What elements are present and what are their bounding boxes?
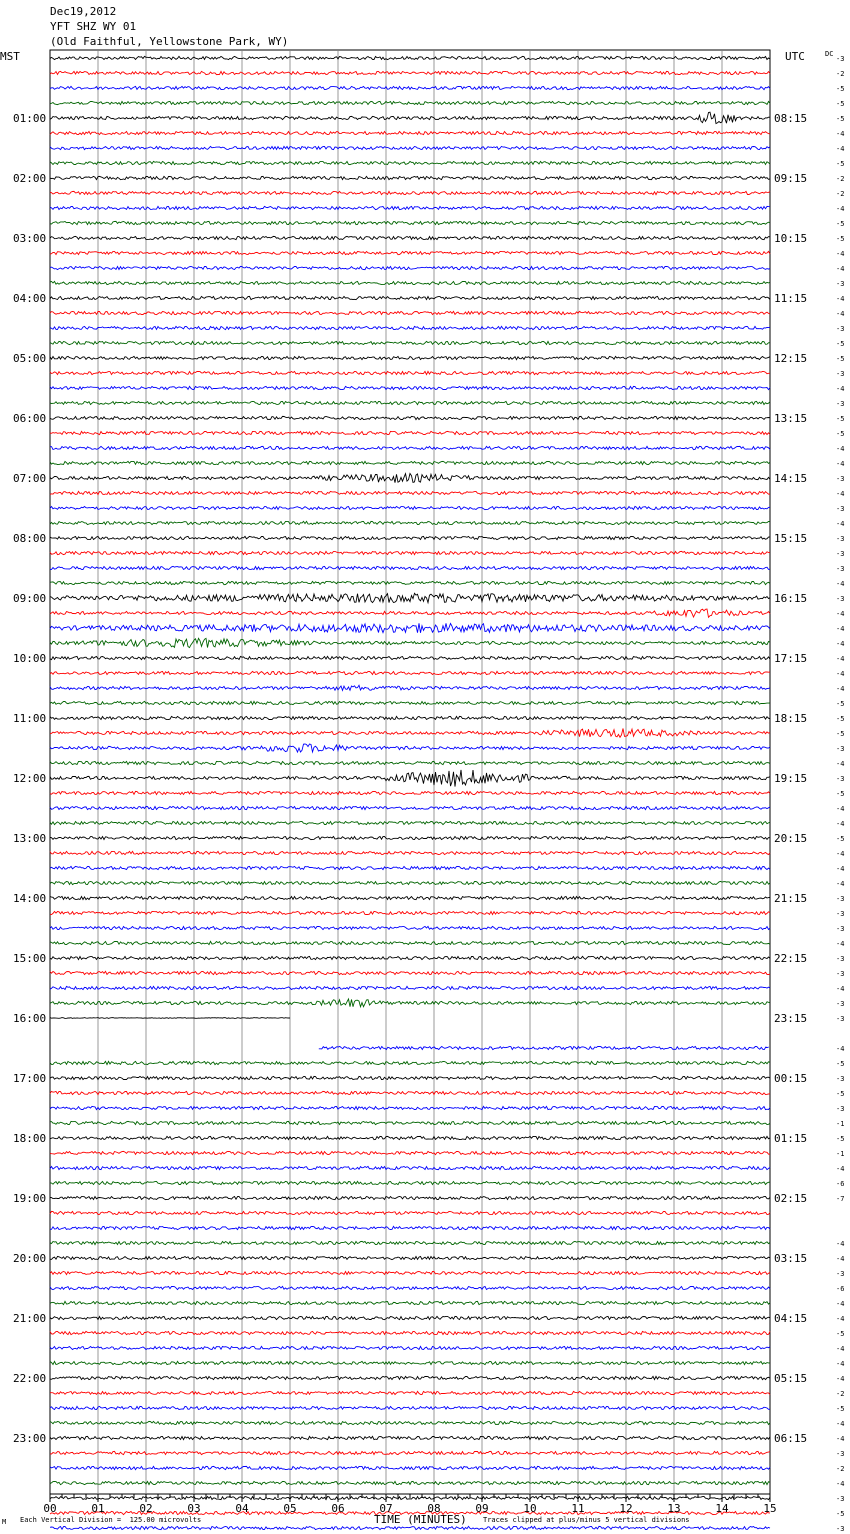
trace-row-2	[50, 86, 770, 89]
trace-row-38	[50, 623, 770, 633]
dc-offset-label: -4	[836, 1480, 845, 1488]
left-hour-label: 13:00	[13, 832, 47, 845]
dc-offset-label: -4	[836, 1345, 845, 1353]
dc-offset-label: -4	[836, 490, 845, 498]
trace-row-53	[50, 851, 770, 854]
left-hour-label: 01:00	[13, 112, 47, 125]
dc-offset-label: -3	[836, 955, 845, 963]
dc-offset-label: -4	[836, 625, 845, 633]
dc-offset-label: -4	[836, 655, 845, 663]
dc-offset-label: -4	[836, 460, 845, 468]
x-axis-label: TIME (MINUTES)	[374, 1513, 467, 1526]
dc-offset-label: -5	[836, 355, 845, 363]
dc-offset-label: -3	[836, 550, 845, 558]
dc-offset-label: -5	[836, 220, 845, 228]
trace-row-88	[50, 1376, 770, 1379]
left-hour-label: 15:00	[13, 952, 47, 965]
x-tick-label: 10	[523, 1502, 537, 1515]
trace-row-86	[50, 1346, 770, 1349]
trace-row-4	[50, 112, 770, 123]
dc-offset-label: -4	[836, 865, 845, 873]
trace-row-31	[50, 521, 770, 524]
trace-row-32	[50, 536, 770, 539]
dc-offset-label: -6	[836, 1285, 845, 1293]
trace-row-58	[50, 926, 770, 929]
right-zone-label: UTC	[785, 50, 805, 63]
dc-offset-label: -4	[836, 880, 845, 888]
left-hour-label: 12:00	[13, 772, 47, 785]
right-hour-label: 21:15	[774, 892, 808, 905]
left-hour-label: 10:00	[13, 652, 47, 665]
dc-offset-label: -4	[836, 820, 845, 828]
dc-offset-label: -3	[836, 1270, 845, 1278]
left-hour-label: 02:00	[13, 172, 47, 185]
trace-row-1	[50, 71, 770, 74]
dc-offset-label: -5	[836, 340, 845, 348]
right-hour-label: 10:15	[774, 232, 808, 245]
dc-offset-label: -2	[836, 70, 845, 78]
dc-offset-label: -5	[836, 1330, 845, 1338]
right-hour-label: 23:15	[774, 1012, 808, 1025]
dc-offset-label: -4	[836, 520, 845, 528]
right-hour-label: 04:15	[774, 1312, 808, 1325]
dc-offset-label: -3	[836, 775, 845, 783]
trace-row-61	[50, 971, 770, 974]
trace-row-17	[50, 311, 770, 314]
trace-row-76	[50, 1196, 770, 1199]
dc-offset-label: -3	[836, 475, 845, 483]
trace-row-59	[50, 941, 770, 944]
dc-offset-label: -2	[836, 1390, 845, 1398]
trace-row-41	[50, 671, 770, 674]
dc-offset-label: -5	[836, 85, 845, 93]
trace-row-87	[50, 1361, 770, 1364]
trace-row-14	[50, 266, 770, 269]
dc-offset-label: -3	[836, 1450, 845, 1458]
dc-offset-label: -3	[836, 370, 845, 378]
trace-row-67	[50, 1061, 770, 1064]
trace-row-50	[50, 806, 770, 809]
trace-row-0	[50, 56, 770, 59]
trace-row-95	[50, 1481, 770, 1484]
right-hour-label: 11:15	[774, 292, 808, 305]
dc-offset-label: -4	[836, 1045, 845, 1053]
dc-offset-label: -5	[836, 730, 845, 738]
footer-scale-note: Each Vertical Division = 125.00 microvolts	[20, 1516, 202, 1524]
dc-offset-label: -3	[836, 745, 845, 753]
dc-offset-label: -5	[836, 1135, 845, 1143]
dc-offset-label: -3	[836, 565, 845, 573]
footer-corner-mark: M	[2, 1518, 7, 1526]
left-hour-label: 21:00	[13, 1312, 47, 1325]
trace-row-85	[50, 1331, 770, 1334]
trace-row-45	[50, 729, 770, 738]
trace-row-27	[50, 461, 770, 464]
trace-row-77	[50, 1211, 770, 1214]
dc-offset-label: -3	[836, 1525, 845, 1533]
trace-row-56	[50, 896, 770, 899]
trace-row-7	[50, 161, 770, 164]
dc-offset-label: -4	[836, 640, 845, 648]
trace-row-16	[50, 296, 770, 299]
trace-row-24	[50, 416, 770, 419]
dc-offset-label: -4	[836, 610, 845, 618]
right-hour-label: 16:15	[774, 592, 808, 605]
dc-offset-label: -4	[836, 850, 845, 858]
dc-offset-label: -5	[836, 1060, 845, 1068]
trace-row-33	[50, 551, 770, 554]
trace-row-93	[50, 1451, 770, 1454]
trace-row-92	[50, 1436, 770, 1439]
trace-row-48	[50, 770, 770, 787]
trace-row-73	[50, 1151, 770, 1154]
right-hour-label: 20:15	[774, 832, 808, 845]
trace-row-98	[50, 1526, 770, 1529]
trace-row-34	[50, 566, 770, 569]
right-hour-label: 02:15	[774, 1192, 808, 1205]
trace-row-90	[50, 1406, 770, 1409]
dc-offset-label: -3	[836, 1105, 845, 1113]
right-hour-label: 22:15	[774, 952, 808, 965]
header-date: Dec19,2012	[50, 5, 117, 18]
left-hour-label: 16:00	[13, 1012, 47, 1025]
trace-row-15	[50, 281, 770, 284]
dc-offset-label: -3	[836, 925, 845, 933]
dc-offset-label: -4	[836, 1255, 845, 1263]
left-hour-label: 04:00	[13, 292, 47, 305]
dc-offset-label: -3	[836, 595, 845, 603]
dc-offset-label: -4	[836, 385, 845, 393]
dc-offset-label: -1	[836, 1120, 845, 1128]
trace-row-71	[50, 1121, 770, 1124]
trace-row-19	[50, 341, 770, 344]
left-hour-label: 09:00	[13, 592, 47, 605]
dc-offset-label: -3	[836, 910, 845, 918]
dc-offset-label: -4	[836, 685, 845, 693]
dc-offset-label: -6	[836, 1180, 845, 1188]
trace-row-28	[50, 474, 770, 483]
trace-row-94	[50, 1466, 770, 1469]
dc-offset-label: -5	[836, 100, 845, 108]
trace-row-51	[50, 821, 770, 824]
trace-row-5	[50, 131, 770, 134]
dc-offset-label: -5	[836, 235, 845, 243]
trace-row-43	[50, 701, 770, 704]
dc-offset-label: -4	[836, 580, 845, 588]
right-hour-label: 19:15	[774, 772, 808, 785]
right-hour-label: 00:15	[774, 1072, 808, 1085]
header-station: YFT SHZ WY 01	[50, 20, 137, 33]
dc-offset-label: -5	[836, 415, 845, 423]
x-tick-label: 08	[427, 1502, 441, 1515]
left-hour-label: 19:00	[13, 1192, 47, 1205]
dc-offset-label: -5	[836, 715, 845, 723]
dc-offset-label: -5	[836, 790, 845, 798]
right-hour-label: 01:15	[774, 1132, 808, 1145]
right-hour-label: 08:15	[774, 112, 808, 125]
dc-offset-label: -4	[836, 1375, 845, 1383]
dc-offset-label: -3	[836, 1015, 845, 1023]
left-hour-label: 20:00	[13, 1252, 47, 1265]
trace-row-74	[50, 1166, 770, 1169]
trace-row-39	[50, 638, 770, 647]
dc-offset-label: -3	[836, 400, 845, 408]
dc-offset-label: -5	[836, 700, 845, 708]
trace-row-23	[50, 401, 770, 404]
trace-row-25	[50, 431, 770, 434]
dc-offset-label: -5	[836, 115, 845, 123]
trace-row-72	[50, 1136, 770, 1139]
trace-row-83	[50, 1301, 770, 1304]
left-hour-label: 03:00	[13, 232, 47, 245]
x-tick-label: 06	[331, 1502, 345, 1515]
left-hour-label: 07:00	[13, 472, 47, 485]
trace-row-91	[50, 1421, 770, 1424]
dc-offset-label: -2	[836, 190, 845, 198]
dc-offset-label: -4	[836, 805, 845, 813]
dc-offset-label: -3	[836, 1495, 845, 1503]
trace-row-69	[50, 1091, 770, 1094]
x-tick-label: 03	[187, 1502, 201, 1515]
dc-offset-label: -4	[836, 760, 845, 768]
dc-offset-label: -5	[836, 1405, 845, 1413]
trace-row-44	[50, 716, 770, 719]
trace-row-6	[50, 146, 770, 149]
footer-clip-note: Traces clipped at plus/minus 5 vertical divisions	[483, 1516, 690, 1524]
trace-row-42	[50, 685, 770, 690]
right-hour-label: 05:15	[774, 1372, 808, 1385]
dc-offset-label: -3	[836, 325, 845, 333]
trace-row-18	[50, 326, 770, 329]
dc-offset-label: -2	[836, 1465, 845, 1473]
x-tick-label: 13	[667, 1502, 681, 1515]
trace-row-62	[50, 986, 770, 989]
trace-row-46	[50, 744, 770, 752]
trace-row-47	[50, 761, 770, 764]
trace-row-29	[50, 491, 770, 494]
dc-offset-label: -3	[836, 1000, 845, 1008]
trace-row-84	[50, 1316, 770, 1319]
right-hour-label: 13:15	[774, 412, 808, 425]
dc-offset-label: -4	[836, 130, 845, 138]
left-hour-label: 22:00	[13, 1372, 47, 1385]
trace-row-10	[50, 206, 770, 209]
right-hour-label: 03:15	[774, 1252, 808, 1265]
x-tick-label: 07	[379, 1502, 393, 1515]
dc-offset-label: -4	[836, 1240, 845, 1248]
left-hour-label: 11:00	[13, 712, 47, 725]
right-hour-label: 06:15	[774, 1432, 808, 1445]
x-tick-label: 12	[619, 1502, 633, 1515]
dc-offset-label: -4	[836, 1360, 845, 1368]
dc-offset-label: -3	[836, 505, 845, 513]
left-hour-label: 23:00	[13, 1432, 47, 1445]
x-tick-label: 02	[139, 1502, 153, 1515]
right-hour-label: 09:15	[774, 172, 808, 185]
x-tick-label: 09	[475, 1502, 489, 1515]
left-hour-label: 08:00	[13, 532, 47, 545]
trace-row-11	[50, 221, 770, 224]
x-tick-label: 04	[235, 1502, 249, 1515]
trace-row-64	[50, 1018, 290, 1019]
dc-offset-label: -3	[836, 970, 845, 978]
trace-row-20	[50, 356, 770, 359]
dc-offset-label: -4	[836, 310, 845, 318]
dc-offset-label: -3	[836, 1075, 845, 1083]
left-zone-label: MST	[0, 50, 20, 63]
trace-row-63	[50, 999, 770, 1007]
x-tick-label: 00	[43, 1502, 57, 1515]
dc-offset-label: -3	[836, 55, 845, 63]
left-hour-label: 05:00	[13, 352, 47, 365]
dc-header-label: DC	[825, 50, 834, 58]
right-hour-label: 17:15	[774, 652, 808, 665]
dc-offset-label: -4	[836, 985, 845, 993]
x-tick-label: 15	[763, 1502, 777, 1515]
trace-row-89	[50, 1391, 770, 1394]
trace-row-75	[50, 1181, 770, 1184]
trace-row-57	[50, 911, 770, 914]
dc-offset-label: -4	[836, 205, 845, 213]
dc-offset-label: -3	[836, 280, 845, 288]
dc-offset-label: -4	[836, 1420, 845, 1428]
trace-row-21	[50, 371, 770, 374]
dc-offset-label: -4	[836, 145, 845, 153]
trace-row-9	[50, 191, 770, 194]
trace-row-78	[50, 1226, 770, 1229]
dc-offset-label: -1	[836, 1150, 845, 1158]
trace-row-52	[50, 836, 770, 839]
dc-offset-label: -4	[836, 670, 845, 678]
x-tick-label: 01	[91, 1502, 105, 1515]
left-hour-label: 17:00	[13, 1072, 47, 1085]
trace-row-54	[50, 866, 770, 869]
dc-offset-label: -4	[836, 250, 845, 258]
right-hour-label: 15:15	[774, 532, 808, 545]
trace-row-36	[50, 593, 770, 602]
trace-row-37	[50, 609, 770, 617]
trace-row-68	[50, 1076, 770, 1079]
dc-offset-label: -7	[836, 1195, 845, 1203]
x-tick-label: 14	[715, 1502, 729, 1515]
trace-row-22	[50, 386, 770, 389]
dc-offset-label: -4	[836, 265, 845, 273]
dc-offset-label: -4	[836, 1165, 845, 1173]
dc-offset-label: -4	[836, 1315, 845, 1323]
trace-row-60	[50, 956, 770, 959]
header-location: (Old Faithful, Yellowstone Park, WY)	[50, 35, 289, 48]
dc-offset-label: -5	[836, 1510, 845, 1518]
dc-offset-label: -5	[836, 835, 845, 843]
dc-offset-label: -4	[836, 445, 845, 453]
x-tick-label: 05	[283, 1502, 297, 1515]
dc-offset-label: -3	[836, 535, 845, 543]
left-hour-label: 06:00	[13, 412, 47, 425]
dc-offset-label: -4	[836, 295, 845, 303]
trace-row-3	[50, 101, 770, 104]
right-hour-label: 14:15	[774, 472, 808, 485]
trace-row-13	[50, 251, 770, 254]
dc-offset-label: -5	[836, 160, 845, 168]
trace-row-79	[50, 1241, 770, 1244]
trace-row-80	[50, 1256, 770, 1259]
dc-offset-label: -3	[836, 895, 845, 903]
dc-offset-label: -4	[836, 940, 845, 948]
trace-row-26	[50, 446, 770, 449]
left-hour-label: 14:00	[13, 892, 47, 905]
trace-row-40	[50, 656, 770, 659]
trace-row-30	[50, 506, 770, 509]
trace-row-55	[50, 881, 770, 884]
trace-row-12	[50, 236, 770, 239]
right-hour-label: 18:15	[774, 712, 808, 725]
trace-row-70	[50, 1106, 770, 1109]
dc-offset-label: -4	[836, 1435, 845, 1443]
left-hour-label: 18:00	[13, 1132, 47, 1145]
dc-offset-label: -5	[836, 1090, 845, 1098]
dc-offset-label: -4	[836, 1300, 845, 1308]
trace-row-82	[50, 1286, 770, 1289]
dc-offset-label: -5	[836, 430, 845, 438]
dc-offset-label: -2	[836, 175, 845, 183]
trace-row-49	[50, 791, 770, 794]
trace-row-8	[50, 176, 770, 179]
x-tick-label: 11	[571, 1502, 585, 1515]
trace-row-35	[50, 581, 770, 584]
trace-row-81	[50, 1271, 770, 1274]
right-hour-label: 12:15	[774, 352, 808, 365]
